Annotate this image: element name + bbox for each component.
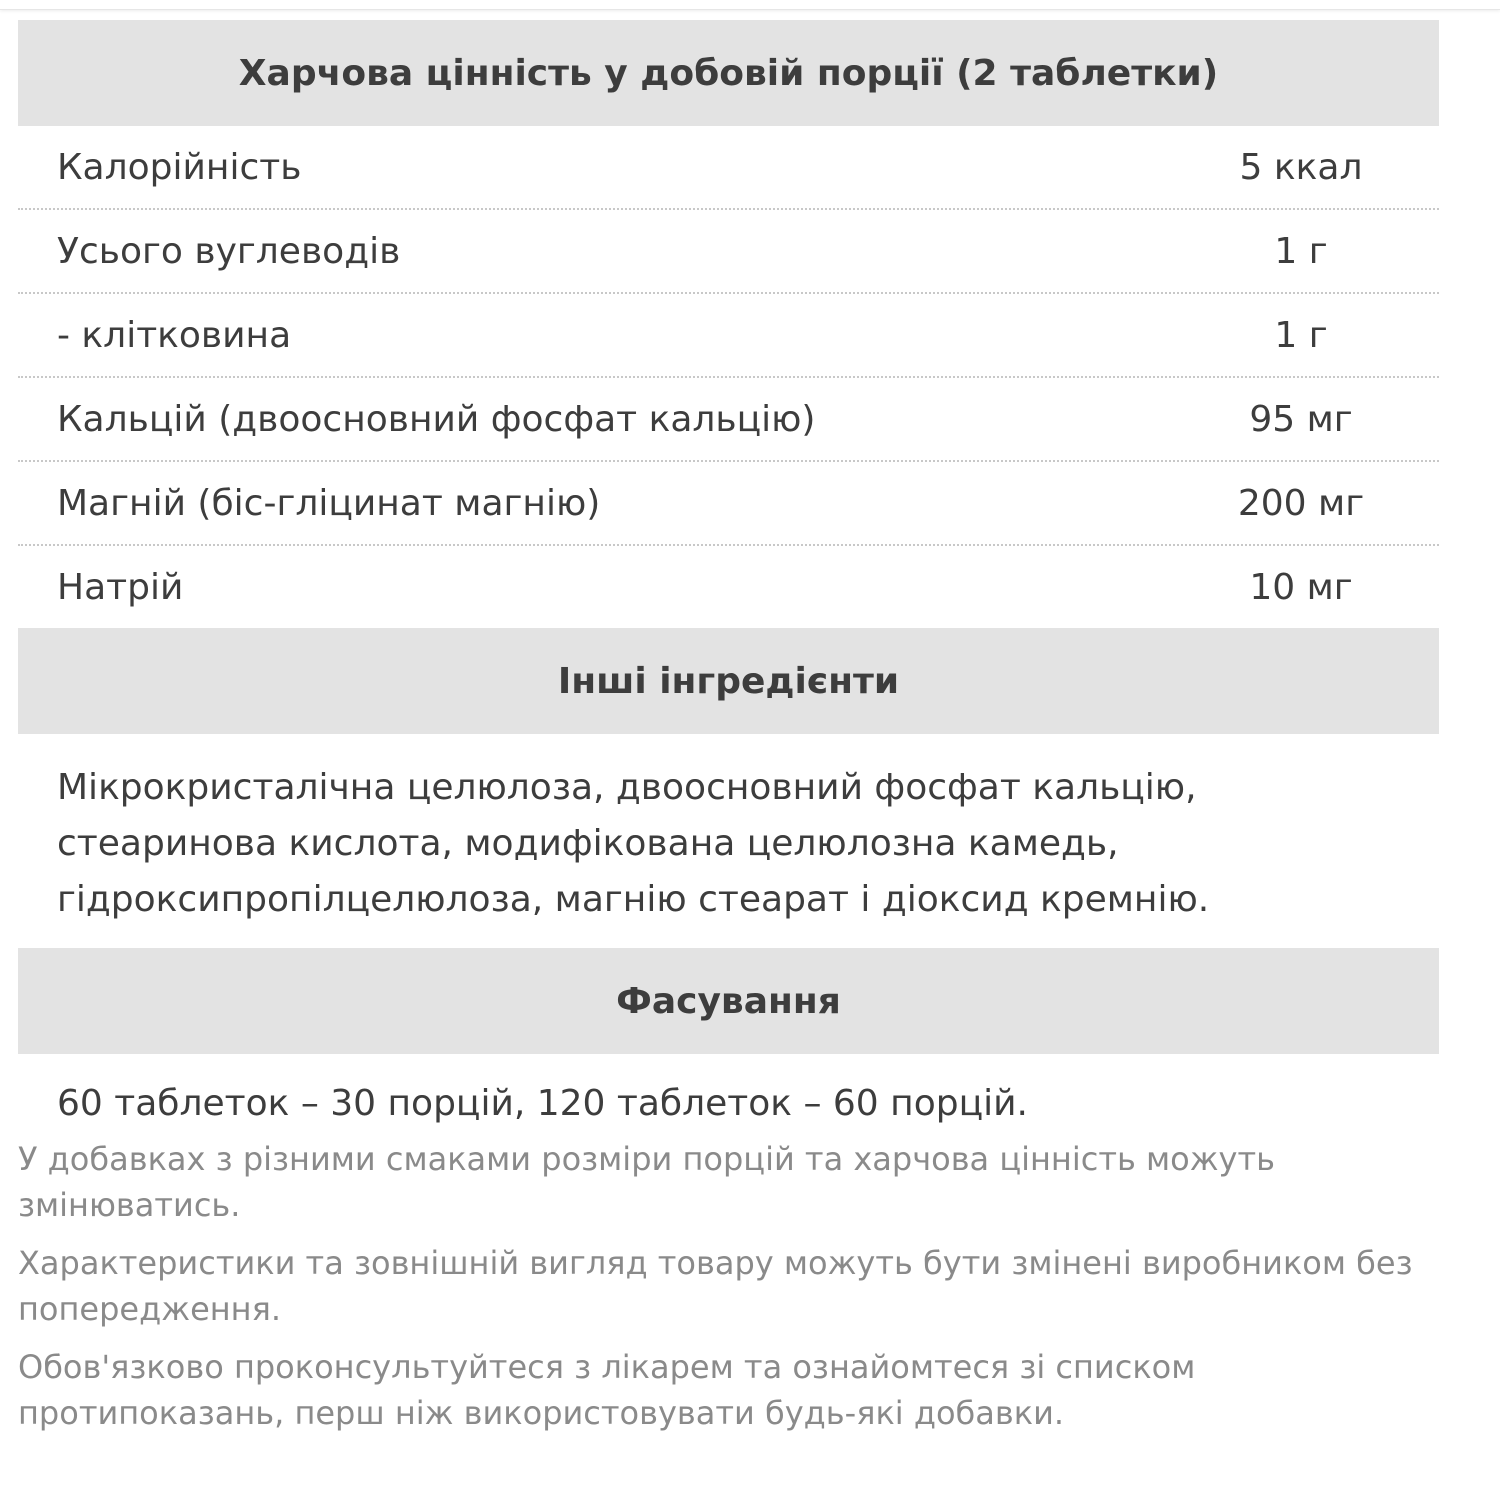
nutrient-value: 1 г xyxy=(1274,314,1328,356)
ingredients-line: гідроксипропілцелюлоза, магнію стеарат і діоксид кремнію. xyxy=(57,879,1210,920)
nutrient-name: Натрій xyxy=(57,566,184,608)
note-line: У добавках з різними смаками розміри порцій та харчова цінність можуть xyxy=(18,1140,1275,1178)
disclaimer-flavors xyxy=(18,1136,1458,1228)
nutrient-value: 95 мг xyxy=(1249,398,1353,440)
disclaimer-notes xyxy=(18,1136,1458,1448)
ingredients-line: Мікрокристалічна целюлоза, двоосновний фосфат кальцію, xyxy=(57,767,1197,808)
disclaimer-manufacturer xyxy=(18,1240,1458,1332)
nutrition-row xyxy=(18,546,1439,628)
nutrient-value: 10 мг xyxy=(1249,566,1353,608)
packaging-header: Фасування xyxy=(18,948,1439,1054)
nutrition-row xyxy=(18,126,1439,210)
packaging-text: 60 таблеток – 30 порцій, 120 таблеток – 60 порцій. xyxy=(57,1083,1028,1124)
nutrient-name: - клітковина xyxy=(57,314,292,356)
nutrition-header: Харчова цінність у добовій порції (2 таблетки) xyxy=(18,20,1439,126)
nutrition-row xyxy=(18,210,1439,294)
disclaimer-consult-doctor xyxy=(18,1344,1458,1436)
note-line: попередження. xyxy=(18,1290,282,1328)
nutrient-value: 200 мг xyxy=(1237,482,1365,524)
nutrient-name: Усього вуглеводів xyxy=(57,230,401,272)
nutrient-value: 5 ккал xyxy=(1239,146,1363,188)
ingredients-line: стеаринова кислота, модифікована целюлозна камедь, xyxy=(57,823,1119,864)
note-line: змінюватись. xyxy=(18,1186,241,1224)
ingredients-text xyxy=(18,734,1439,948)
nutrition-row xyxy=(18,294,1439,378)
product-info-panel xyxy=(18,20,1439,1150)
note-line: Обов'язково проконсультуйтеся з лікарем та ознайомтеся зі списком xyxy=(18,1348,1196,1386)
note-line: Характеристики та зовнішній вигляд товару можуть бути змінені виробником без xyxy=(18,1244,1413,1282)
top-edge-divider xyxy=(0,0,1500,10)
ingredients-header: Інші інгредієнти xyxy=(18,628,1439,734)
nutrition-row xyxy=(18,378,1439,462)
nutrition-row xyxy=(18,462,1439,546)
nutrient-name: Магній (біс-гліцинат магнію) xyxy=(57,482,601,524)
nutrient-value: 1 г xyxy=(1274,230,1328,272)
nutrient-name: Кальцій (двоосновний фосфат кальцію) xyxy=(57,398,816,440)
nutrition-table xyxy=(18,126,1439,628)
note-line: протипоказань, перш ніж використовувати будь-які добавки. xyxy=(18,1394,1065,1432)
nutrient-name: Калорійність xyxy=(57,146,302,188)
